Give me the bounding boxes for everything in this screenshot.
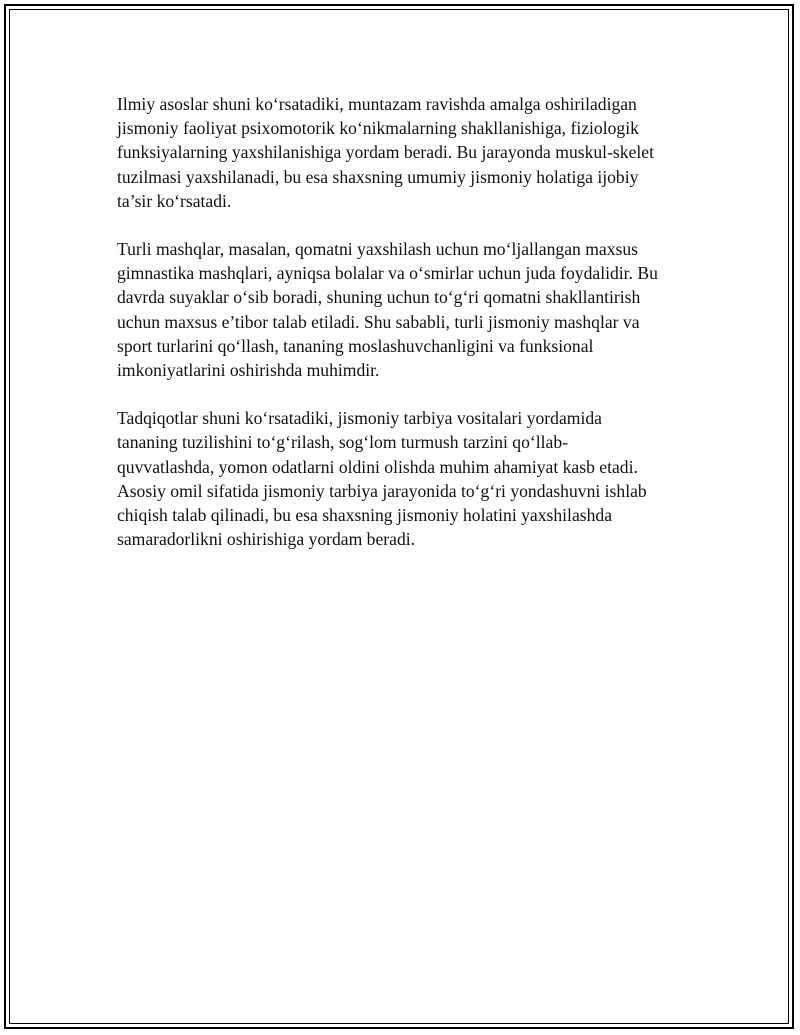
paragraph-1 bbox=[117, 92, 697, 213]
text-line: tuzilmasi yaxshilanadi, bu esa shaxsning umumiy jismoniy holatiga ijobiy bbox=[117, 166, 639, 187]
text-line: sport turlarini qo‘llash, tananing moslashuvchanligini va funksional bbox=[117, 335, 594, 356]
paragraph-3 bbox=[117, 406, 697, 551]
text-line: Tadqiqotlar shuni ko‘rsatadiki, jismoniy tarbiya vositalari yordamida bbox=[117, 408, 602, 429]
text-line: funksiyalarning yaxshilanishiga yordam beradi. Bu jarayonda muskul-skelet bbox=[117, 142, 654, 163]
paragraph-2 bbox=[117, 237, 697, 382]
text-line: gimnastika mashqlari, ayniqsa bolalar va o‘smirlar uchun juda foydalidir. Bu bbox=[117, 263, 658, 284]
text-line: tananing tuzilishini to‘g‘rilash, sog‘lom turmush tarzini qo‘llab- bbox=[117, 432, 569, 453]
text-line: Ilmiy asoslar shuni ko‘rsatadiki, muntazam ravishda amalga oshiriladigan bbox=[117, 94, 637, 114]
text-line: ta’sir ko‘rsatadi. bbox=[117, 190, 232, 211]
text-line: Asosiy omil sifatida jismoniy tarbiya jarayonida to‘g‘ri yondashuvni ishlab bbox=[117, 480, 647, 501]
text-line: quvvatlashda, yomon odatlarni oldini olishda muhim ahamiyat kasb etadi. bbox=[117, 456, 638, 477]
text-line: jismoniy faoliyat psixomotorik ko‘nikmalarning shakllanishiga, fiziologik bbox=[117, 118, 639, 139]
text-line: samaradorlikni oshirishiga yordam beradi. bbox=[117, 529, 416, 550]
text-line: chiqish talab qilinadi, bu esa shaxsning jismoniy holatini yaxshilashda bbox=[117, 505, 613, 526]
text-line: davrda suyaklar o‘sib boradi, shuning uchun to‘g‘ri qomatni shakllantirish bbox=[117, 287, 641, 308]
text-line: Turli mashqlar, masalan, qomatni yaxshilash uchun mo‘ljallangan maxsus bbox=[117, 239, 638, 260]
document-body bbox=[117, 92, 697, 575]
text-line: imkoniyatlarini oshirishda muhimdir. bbox=[117, 360, 380, 381]
text-line: uchun maxsus e’tibor talab etiladi. Shu sababli, turli jismoniy mashqlar va bbox=[117, 311, 640, 332]
